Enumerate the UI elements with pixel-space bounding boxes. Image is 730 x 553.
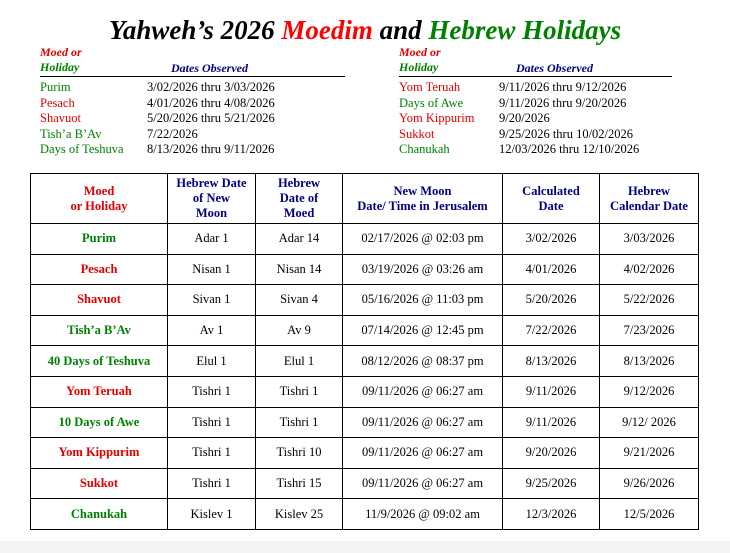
- summary-header-dates: Dates Observed: [171, 61, 248, 75]
- summary-row: [399, 142, 672, 158]
- summary-dates-observed: 12/03/2026 thru 12/10/2026: [499, 142, 640, 156]
- summary-holiday-name: Yom Teruah: [399, 80, 461, 94]
- table-body: [31, 224, 699, 530]
- header-hebrew-date-moed: [256, 174, 343, 224]
- summary-header-left: [40, 45, 345, 77]
- cell-hebrew-calendar-date: 9/12/2026: [600, 376, 699, 407]
- summary-holiday-name: Yom Kippurim: [399, 111, 475, 125]
- cell-moed: Shavuot: [31, 285, 168, 316]
- cell-calculated-date: 3/02/2026: [503, 224, 600, 255]
- cell-hebrew-calendar-date: 7/23/2026: [600, 315, 699, 346]
- summary-rows-right: [399, 77, 672, 158]
- header-moed-or-holiday: [31, 174, 168, 224]
- cell-hebrew-date-moed: Elul 1: [256, 346, 343, 377]
- summary-holiday-name: Shavuot: [40, 111, 81, 125]
- table-row: [31, 224, 699, 255]
- summary-header-moed: [40, 45, 82, 75]
- header-calculated-date: [503, 174, 600, 224]
- cell-hebrew-calendar-date: 4/02/2026: [600, 254, 699, 285]
- summary-dates-observed: 9/20/2026: [499, 111, 550, 125]
- summary-header-dates: Dates Observed: [516, 61, 593, 75]
- summary-row: [40, 80, 345, 96]
- cell-hebrew-date-new-moon: Elul 1: [168, 346, 256, 377]
- header-hebrew-calendar-date: [600, 174, 699, 224]
- table-header-row: [31, 174, 699, 224]
- cell-hebrew-date-moed: Av 9: [256, 315, 343, 346]
- summary-header-moed: [399, 45, 441, 75]
- cell-moed: Yom Teruah: [31, 376, 168, 407]
- summary-dates-observed: 4/01/2026 thru 4/08/2026: [147, 95, 275, 110]
- header-line: Calculated: [522, 183, 580, 198]
- summary-dates-observed: 3/02/2026 thru 3/03/2026: [147, 80, 275, 94]
- summary-dates-observed: 8/13/2026 thru 9/11/2026: [147, 142, 275, 156]
- summary-header-moed-line: Moed or: [399, 45, 441, 59]
- summary-dates-observed: 9/11/2026 thru 9/12/2026: [499, 80, 627, 94]
- header-line: Date/ Time in Jerusalem: [357, 198, 488, 213]
- cell-hebrew-date-new-moon: Kislev 1: [168, 499, 256, 530]
- table-row: [31, 346, 699, 377]
- summary-row: [40, 111, 345, 127]
- cell-hebrew-date-moed: Tishri 1: [256, 376, 343, 407]
- table-row: [31, 468, 699, 499]
- summary-holiday-name: Days of Awe: [399, 95, 464, 110]
- table-row: [31, 407, 699, 438]
- cell-hebrew-calendar-date: 9/26/2026: [600, 468, 699, 499]
- summary-row: [40, 142, 345, 158]
- cell-hebrew-date-new-moon: Av 1: [168, 315, 256, 346]
- header-line: Date: [538, 198, 564, 213]
- table-row: [31, 254, 699, 285]
- cell-moed: Purim: [31, 224, 168, 255]
- cell-calculated-date: 9/25/2026: [503, 468, 600, 499]
- cell-calculated-date: 8/13/2026: [503, 346, 600, 377]
- table-row: [31, 315, 699, 346]
- cell-calculated-date: 12/3/2026: [503, 499, 600, 530]
- cell-new-moon-jerusalem: 05/16/2026 @ 11:03 pm: [343, 285, 503, 316]
- cell-hebrew-date-moed: Tishri 1: [256, 407, 343, 438]
- cell-moed: Yom Kippurim: [31, 438, 168, 469]
- cell-hebrew-date-new-moon: Nisan 1: [168, 254, 256, 285]
- cell-calculated-date: 9/11/2026: [503, 407, 600, 438]
- cell-hebrew-date-new-moon: Tishri 1: [168, 438, 256, 469]
- summary-row: [40, 127, 345, 143]
- cell-hebrew-date-new-moon: Tishri 1: [168, 468, 256, 499]
- page-bottom-band: [0, 541, 730, 553]
- cell-new-moon-jerusalem: 02/17/2026 @ 02:03 pm: [343, 224, 503, 255]
- cell-new-moon-jerusalem: 08/12/2026 @ 08:37 pm: [343, 346, 503, 377]
- cell-hebrew-calendar-date: 3/03/2026: [600, 224, 699, 255]
- cell-moed: Sukkot: [31, 468, 168, 499]
- header-new-moon-jerusalem: [343, 174, 503, 224]
- header-line: of New: [192, 191, 231, 205]
- cell-hebrew-calendar-date: 8/13/2026: [600, 346, 699, 377]
- cell-hebrew-calendar-date: 5/22/2026: [600, 285, 699, 316]
- summary-holiday-name: Chanukah: [399, 142, 450, 156]
- holiday-table: [30, 173, 699, 530]
- header-line: Hebrew: [627, 183, 671, 198]
- summary-row: [399, 127, 672, 143]
- table-row: [31, 499, 699, 530]
- cell-new-moon-jerusalem: 09/11/2026 @ 06:27 am: [343, 407, 503, 438]
- summary-list-left: [40, 45, 345, 158]
- cell-hebrew-date-new-moon: Sivan 1: [168, 285, 256, 316]
- cell-new-moon-jerusalem: 09/11/2026 @ 06:27 am: [343, 376, 503, 407]
- cell-new-moon-jerusalem: 11/9/2026 @ 09:02 am: [343, 499, 503, 530]
- header-line: New Moon: [393, 183, 452, 198]
- cell-new-moon-jerusalem: 09/11/2026 @ 06:27 am: [343, 438, 503, 469]
- cell-new-moon-jerusalem: 07/14/2026 @ 12:45 pm: [343, 315, 503, 346]
- cell-moed: 10 Days of Awe: [31, 407, 168, 438]
- title-part-hebrew-holidays: Hebrew Holidays: [428, 15, 622, 45]
- summary-holiday-name: Tish’a B’Av: [40, 126, 102, 141]
- cell-hebrew-date-moed: Nisan 14: [256, 254, 343, 285]
- cell-new-moon-jerusalem: 03/19/2026 @ 03:26 am: [343, 254, 503, 285]
- header-line: Hebrew: [277, 176, 321, 190]
- cell-calculated-date: 9/20/2026: [503, 438, 600, 469]
- cell-hebrew-date-moed: Tishri 10: [256, 438, 343, 469]
- cell-calculated-date: 4/01/2026: [503, 254, 600, 285]
- summary-holiday-name: Days of Teshuva: [40, 142, 124, 156]
- table-row: [31, 438, 699, 469]
- header-line: Hebrew Date: [176, 176, 247, 190]
- cell-hebrew-date-new-moon: Tishri 1: [168, 407, 256, 438]
- table-row: [31, 376, 699, 407]
- cell-hebrew-date-moed: Sivan 4: [256, 285, 343, 316]
- cell-moed: Pesach: [31, 254, 168, 285]
- summary-dates-observed: 5/20/2026 thru 5/21/2026: [147, 111, 275, 125]
- header-line: Moon: [195, 206, 228, 220]
- summary-row: [399, 80, 672, 96]
- cell-hebrew-date-moed: Adar 14: [256, 224, 343, 255]
- page-title: [0, 14, 730, 46]
- summary-list-right: [399, 45, 672, 158]
- header-line: Moed: [283, 206, 315, 220]
- summary-holiday-name: Pesach: [40, 95, 75, 110]
- cell-new-moon-jerusalem: 09/11/2026 @ 06:27 am: [343, 468, 503, 499]
- title-part-and: and: [372, 15, 429, 45]
- cell-hebrew-date-moed: Tishri 15: [256, 468, 343, 499]
- cell-calculated-date: 9/11/2026: [503, 376, 600, 407]
- summary-holiday-name: Purim: [40, 80, 71, 94]
- title-part-moedim: Moedim: [281, 15, 373, 45]
- cell-moed: Tish’a B’Av: [31, 315, 168, 346]
- summary-row: [399, 96, 672, 112]
- summary-header-holiday-line: Holiday: [399, 60, 439, 74]
- header-line: Calendar Date: [610, 198, 688, 213]
- cell-moed: Chanukah: [31, 499, 168, 530]
- cell-calculated-date: 5/20/2026: [503, 285, 600, 316]
- cell-calculated-date: 7/22/2026: [503, 315, 600, 346]
- title-part-1: Yahweh’s 2026: [108, 15, 282, 45]
- cell-hebrew-date-new-moon: Tishri 1: [168, 376, 256, 407]
- cell-hebrew-calendar-date: 12/5/2026: [600, 499, 699, 530]
- summary-header-holiday-line: Holiday: [40, 60, 80, 74]
- cell-moed: 40 Days of Teshuva: [31, 346, 168, 377]
- cell-hebrew-date-moed: Kislev 25: [256, 499, 343, 530]
- summary-header-moed-line: Moed or: [40, 45, 82, 59]
- summary-dates-observed: 9/11/2026 thru 9/20/2026: [499, 95, 627, 110]
- cell-hebrew-calendar-date: 9/21/2026: [600, 438, 699, 469]
- cell-hebrew-calendar-date: 9/12/ 2026: [600, 407, 699, 438]
- summary-dates-observed: 7/22/2026: [147, 126, 198, 141]
- header-line: Date of: [279, 191, 319, 205]
- header-line: Moed: [83, 183, 115, 198]
- summary-row: [399, 111, 672, 127]
- summary-header-right: [399, 45, 672, 77]
- cell-hebrew-date-new-moon: Adar 1: [168, 224, 256, 255]
- summary-row: [40, 96, 345, 112]
- table-row: [31, 285, 699, 316]
- summary-rows-left: [40, 77, 345, 158]
- summary-dates-observed: 9/25/2026 thru 10/02/2026: [499, 126, 634, 141]
- header-line: or Holiday: [70, 198, 128, 213]
- summary-holiday-name: Sukkot: [399, 126, 435, 141]
- header-hebrew-date-new-moon: [168, 174, 256, 224]
